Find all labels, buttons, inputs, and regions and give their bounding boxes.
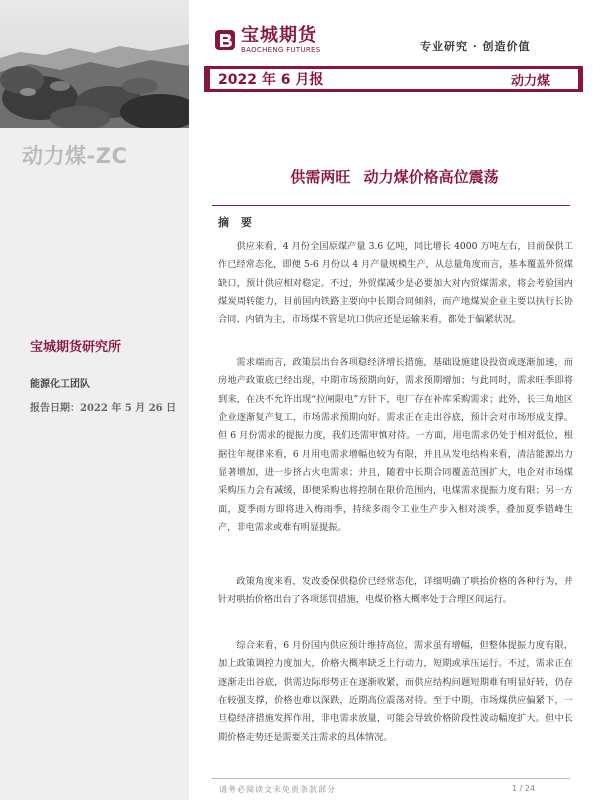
product-title: 动力煤-ZC <box>22 144 128 168</box>
abstract-paragraph-demand: 需求端而言，政策层出台各项稳经济增长措施，基础设施建设投资或逐渐加速，而房地产政策底已经出现，中期市场预期向好，需求预期增加；与此同时，需求旺季即将到来，在决不允许出现“拉闸限电”方针下，电厂存在补库采购需求；此外，长三角地区企业逐渐复产复工，市场需求预期向好。需求正在走出谷底，预计会对市场形成支撑。但 6 月份需求的提振力度，我们还需审慎对待。一方面，用电需求仍处于相对低位，根据往年规律来看，6 月用电需求增幅也较为有限，并且从发电结构来看，清洁能源出力显著增加，进一步挤占火电需求；并且，随着中长期合同覆盖范围扩大，电企对市场煤采购压力会有减缓，即便采购也将控制在限价范围内，电煤需求提振力度有限；另一方面，夏季雨方即将进入梅雨季，持续多雨令工业生产步入相对淡季，叠加夏季错峰生产，非电需求或难有明显提振。 <box>218 357 573 534</box>
abstract-paragraph-summary: 综合来看，6 月份国内供应预计维持高位，需求虽有增幅，但整体提振力度有限，加上政策调控力度加大，价格大概率缺乏上行动力，短期或承压运行。不过，需求正在逐渐走出谷底，供需边际形势正在逐渐收紧，而供应结构问题短期难有明显好转，仍存在较强支撑，价格也难以深跌，近期高位震荡对待。至于中期，市场煤供应偏紧下，一旦稳经济措施发挥作用，非电需求放量，可能会导致价格阶段性波动幅度扩大。但中长期价格走势还是需要关注需求的具体情况。 <box>218 640 573 743</box>
abstract-paragraph-supply: 供应来看，4 月份全国原煤产量 3.6 亿吨，同比增长 4000 万吨左右，目前保供工作已经常态化，即便 5-6 月份以 4 月产量规模生产，从总量角度而言，基本覆盖外贸煤缺口，预计供应相对稳定。不过，外贸煤减少是必要加大对内贸煤需求，将会考验国内煤炭周转能力，目前国内铁路主要向中长期合同倾斜，而产地煤炭企业主要以执行长协合同、内销为主，市场煤不管是坑口供应还是运输来看，都处于偏紧状况。 <box>218 241 573 326</box>
brand-mark-icon <box>213 28 237 52</box>
report-category: 动力煤 <box>510 73 550 89</box>
brand-name-en: BAOCHENG FUTURES <box>241 46 321 54</box>
brand-slogan: 专业研究 · 创造价值 <box>420 40 531 53</box>
report-date: 报告日期：2022 年 5 月 26 日 <box>30 403 177 414</box>
page-number: 1 / 24 <box>512 784 536 793</box>
brand-name-cn: 宝城期货 <box>241 25 317 46</box>
report-banner <box>204 66 583 92</box>
abstract-paragraph-policy: 政策角度来看，发改委保供稳价已经常态化，详细明确了哄抬价格的各种行为，并针对哄抬价格出台了各项惩罚措施，电煤价格大概率处于合理区间运行。 <box>218 576 573 606</box>
abstract-heading: 摘 要 <box>218 216 256 229</box>
institute-name: 宝城期货研究所 <box>30 340 122 355</box>
cover-photo-coal <box>0 0 189 128</box>
brand-logo <box>213 26 321 54</box>
title-divider <box>212 205 570 206</box>
team-name: 能源化工团队 <box>30 379 90 390</box>
footer-divider <box>212 778 570 779</box>
footer-disclaimer: 请务必阅读文末免责条款部分 <box>219 785 336 794</box>
report-title: 供需两旺 动力煤价格高位震荡 <box>290 168 499 186</box>
sidebar <box>0 0 189 800</box>
report-period: 2022 年 6 月报 <box>218 72 324 88</box>
